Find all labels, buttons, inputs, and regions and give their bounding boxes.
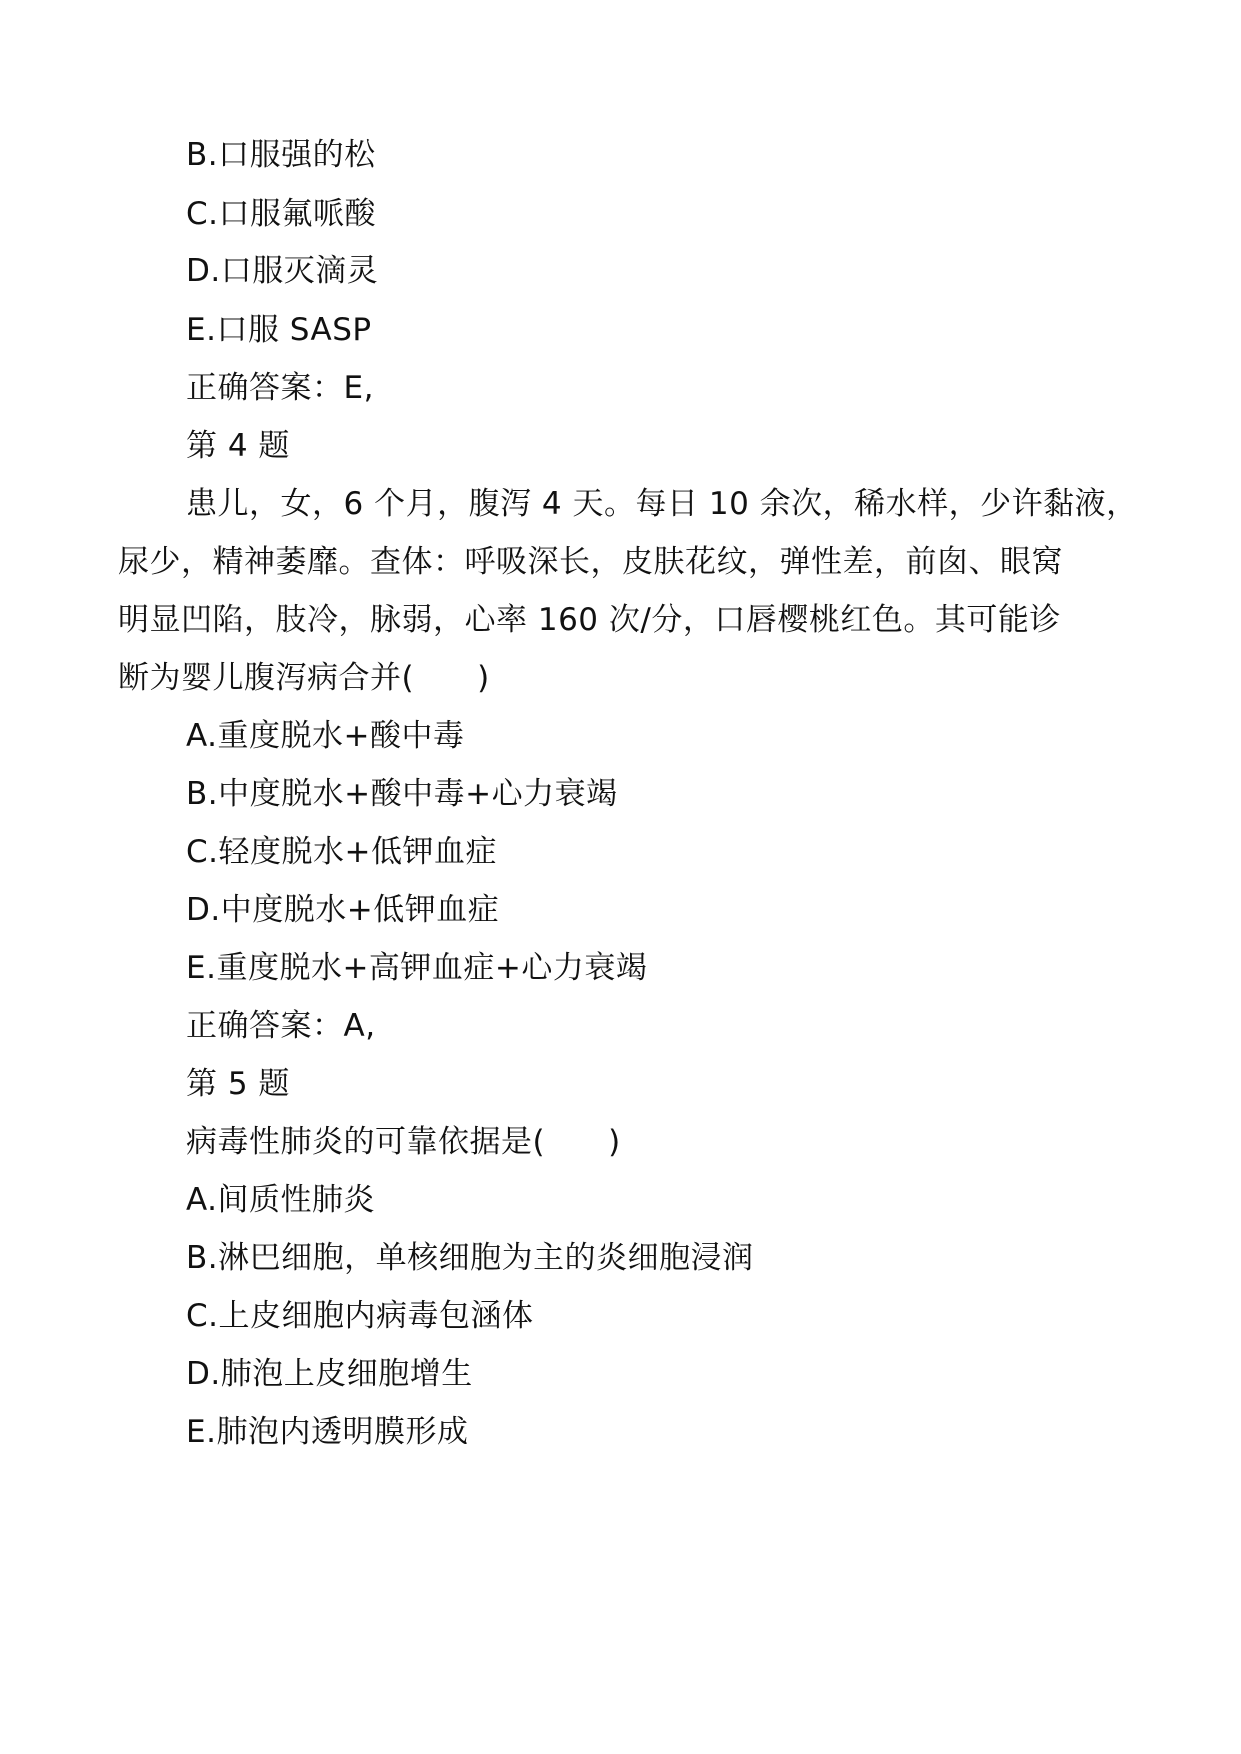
q5-option-d: D.肺泡上皮细胞增生 — [186, 1356, 473, 1392]
q3-answer: 正确答案：E, — [186, 370, 374, 406]
q3-option-e: E.口服 SASP — [186, 312, 372, 348]
q4-stem-line-3: 明显凹陷，肢冷，脉弱，心率 160 次/分，口唇樱桃红色。其可能诊 — [118, 602, 1061, 638]
q4-stem-line-1: 患儿，女，6 个月，腹泻 4 天。每日 10 余次，稀水样，少许黏液， — [186, 486, 1138, 522]
q3-option-c: C.口服氟哌酸 — [186, 196, 376, 232]
q5-option-b: B.淋巴细胞，单核细胞为主的炎细胞浸润 — [186, 1240, 754, 1276]
q3-option-d: D.口服灭滴灵 — [186, 253, 379, 289]
q3-option-b: B.口服强的松 — [186, 137, 376, 173]
q5-option-e: E.肺泡内透明膜形成 — [186, 1414, 469, 1450]
q4-heading: 第 4 题 — [186, 428, 290, 464]
q4-option-b: B.中度脱水+酸中毒+心力衰竭 — [186, 776, 618, 812]
q4-option-d: D.中度脱水+低钾血症 — [186, 892, 500, 928]
q4-option-c: C.轻度脱水+低钾血症 — [186, 834, 497, 870]
q5-option-c: C.上皮细胞内病毒包涵体 — [186, 1298, 534, 1334]
q4-stem-line-4: 断为婴儿腹泻病合并( ) — [118, 660, 490, 696]
q5-stem: 病毒性肺炎的可靠依据是( ) — [186, 1124, 621, 1160]
q4-stem-line-2: 尿少，精神萎靡。查体：呼吸深长，皮肤花纹，弹性差，前囱、眼窝 — [118, 544, 1063, 580]
q4-answer: 正确答案：A, — [186, 1008, 376, 1044]
q5-option-a: A.间质性肺炎 — [186, 1182, 376, 1218]
q5-heading: 第 5 题 — [186, 1066, 290, 1102]
q4-option-a: A.重度脱水+酸中毒 — [186, 718, 465, 754]
q4-option-e: E.重度脱水+高钾血症+心力衰竭 — [186, 950, 648, 986]
